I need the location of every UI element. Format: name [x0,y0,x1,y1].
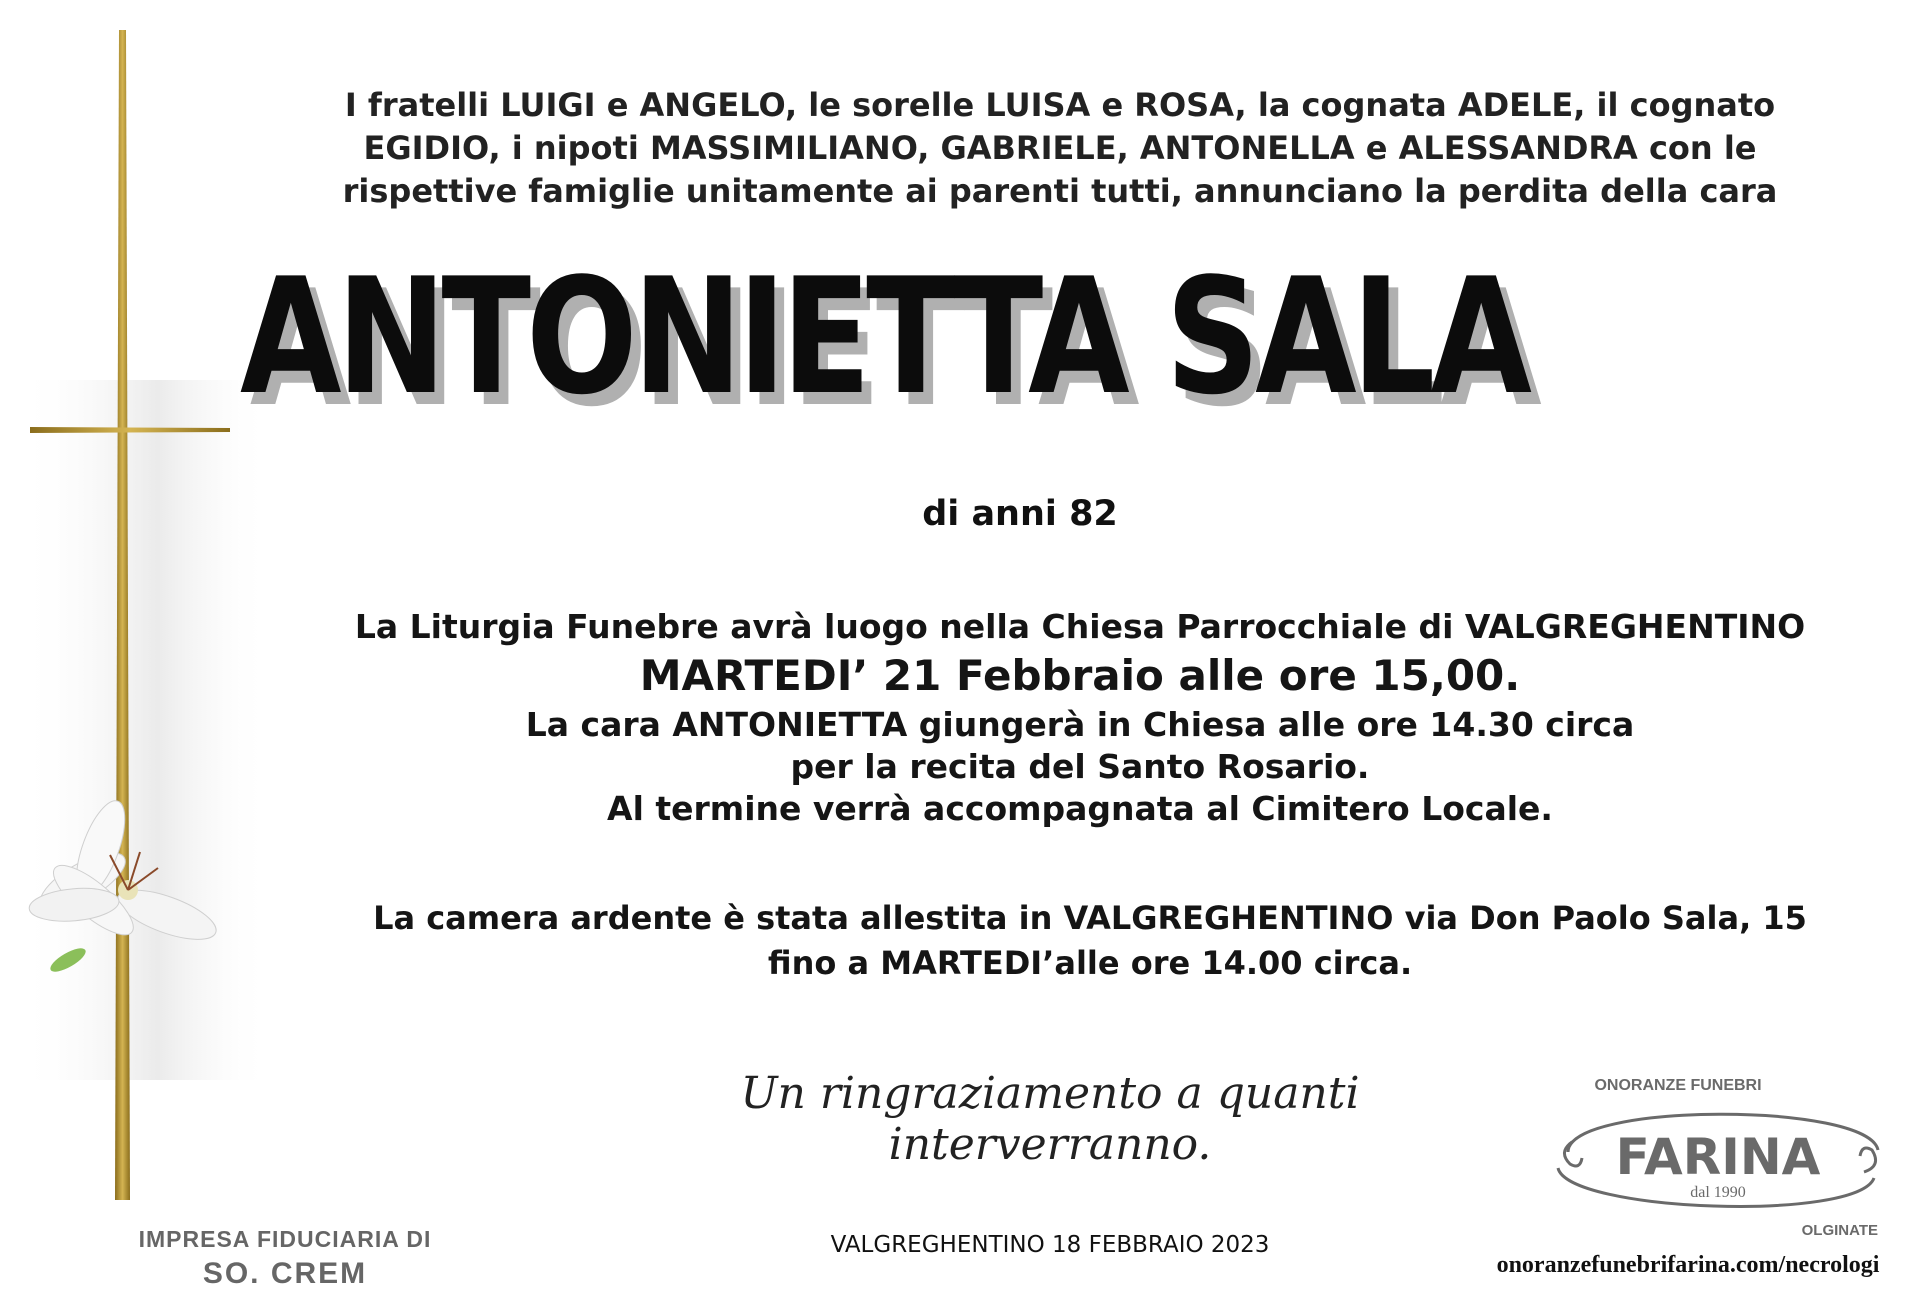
logo-since: dal 1990 [1690,1184,1746,1201]
liturgy-line: Al termine verrà accompagnata al Cimitero Locale. [607,789,1553,828]
family-line: rispettive famiglie unitamente ai parenti tutti, annunciano la perdita della cara [342,172,1778,210]
liturgy-line: per la recita del Santo Rosario. [790,747,1370,786]
deceased-name: ANTONIETTA SALA [240,243,1528,430]
chamber-line: La camera ardente è stata allestita in VALGREGHENTINO via Don Paolo Sala, 15 [373,899,1807,937]
chamber-info [330,896,1850,986]
family-line: EGIDIO, i nipoti MASSIMILIANO, GABRIELE, ANTONELLA e ALESSANDRA con le [363,129,1757,167]
impresa-name: SO. CREM [202,1257,368,1290]
chamber-line: fino a MARTEDI’alle ore 14.00 circa. [767,944,1413,982]
family-line: I fratelli LUIGI e ANGELO, le sorelle LUISA e ROSA, la cognata ADELE, il cognato [344,86,1776,124]
thanks-note: Un ringraziamento a quanti interverranno. [740,1068,1360,1170]
logo-name: FARINA [1615,1128,1821,1186]
family-announcement [300,84,1820,213]
age-text: di anni 82 [922,494,1118,534]
logo-place: OLGINATE [1801,1222,1878,1239]
liturgy-line: La Liturgia Funebre avrà luogo nella Chiesa Parrocchiale di VALGREGHENTINO [354,607,1806,646]
liturgy-info [300,606,1860,830]
place-date: VALGREGHENTINO 18 FEBBRAIO 2023 [830,1232,1270,1258]
farina-logo [1548,1072,1888,1242]
cross-lily-decoration [0,0,280,1312]
impresa-line: IMPRESA FIDUCIARIA DI [138,1226,432,1252]
impresa-label [90,1226,480,1291]
logo-top-text: ONORANZE FUNEBRI [1594,1077,1762,1094]
liturgy-line: La cara ANTONIETTA giungerà in Chiesa alle ore 14.30 circa [525,705,1635,744]
funeral-date-time: MARTEDI’ 21 Febbraio alle ore 15,00. [639,651,1521,700]
website-link[interactable]: onoranzefunebrifarina.com/necrologi [1496,1252,1880,1278]
